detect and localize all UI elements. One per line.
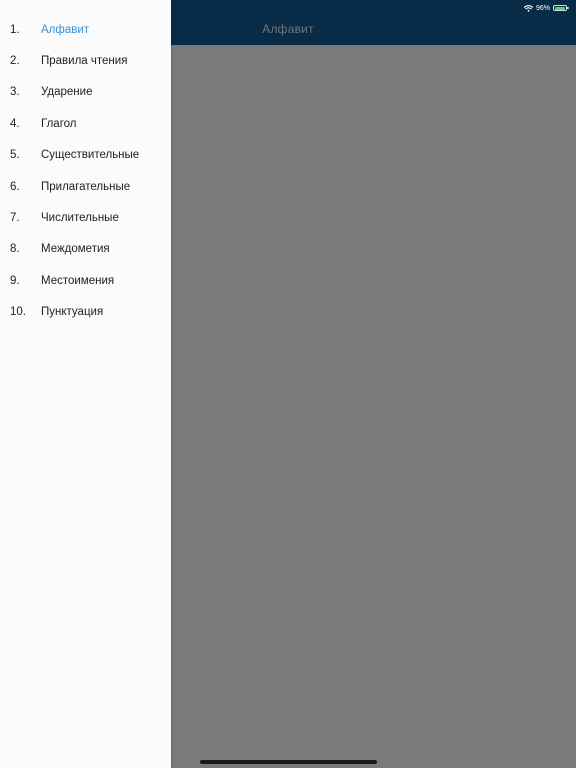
menu-item-stress[interactable] <box>0 77 171 108</box>
menu-item-label: Алфавит <box>41 23 90 36</box>
menu-item-number: 7. <box>10 212 20 225</box>
menu-item-number: 6. <box>10 180 20 193</box>
menu-item-label: Ударение <box>41 86 93 99</box>
menu-item-number: 9. <box>10 274 20 287</box>
menu-item-label: Местоимения <box>41 274 115 287</box>
menu-item-verb[interactable] <box>0 108 171 139</box>
home-indicator <box>200 760 377 764</box>
menu-item-label: Числительные <box>41 212 119 225</box>
menu-item-number: 8. <box>10 243 20 256</box>
menu-item-numerals[interactable] <box>0 202 171 233</box>
menu-item-punctuation[interactable] <box>0 297 171 328</box>
menu-item-label: Пунктуация <box>41 306 104 319</box>
menu-item-pronouns[interactable] <box>0 265 171 296</box>
menu-item-number: 5. <box>10 149 20 162</box>
status-bar <box>524 3 567 13</box>
menu-item-nouns[interactable] <box>0 140 171 171</box>
menu-list <box>0 0 171 328</box>
menu-item-adjectives[interactable] <box>0 171 171 202</box>
menu-item-reading-rules[interactable] <box>0 45 171 76</box>
battery-fill <box>555 7 566 10</box>
menu-item-number: 10. <box>10 306 26 319</box>
menu-item-number: 2. <box>10 55 20 68</box>
menu-item-number: 3. <box>10 86 20 99</box>
menu-item-label: Существительные <box>41 149 140 162</box>
navigation-drawer <box>0 0 171 768</box>
wifi-icon <box>524 5 533 12</box>
menu-item-label: Глагол <box>41 117 77 130</box>
battery-percent: 96% <box>535 4 550 12</box>
menu-item-number: 4. <box>10 117 20 130</box>
menu-item-interjections[interactable] <box>0 234 171 265</box>
menu-item-label: Правила чтения <box>41 55 128 68</box>
battery-icon <box>553 5 567 11</box>
menu-item-number: 1. <box>10 23 20 36</box>
menu-item-label: Междометия <box>41 243 110 256</box>
menu-item-label: Прилагательные <box>41 180 131 193</box>
menu-item-alphabet[interactable] <box>0 14 171 45</box>
